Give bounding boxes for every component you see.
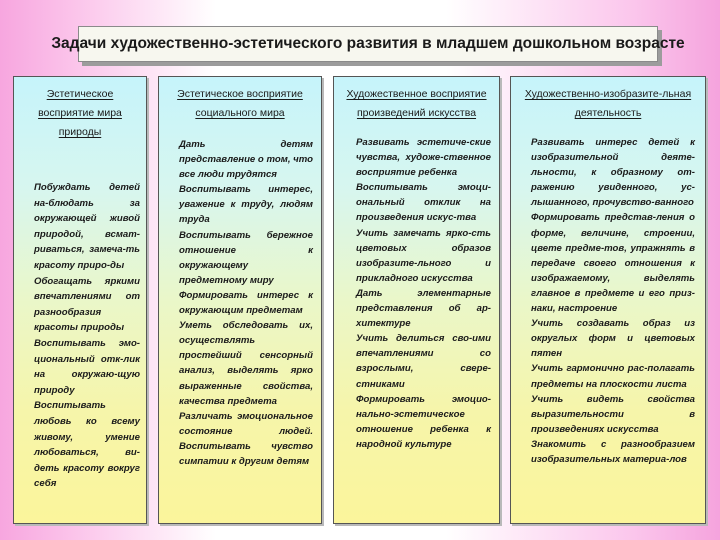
task-item: Учить видеть свойства выразительности в произведениях искусства	[531, 393, 695, 435]
task-item: Различать эмоциональное состояние людей. Воспитывать чувство симпатии к другим детям	[179, 410, 313, 467]
column-heading: Художественно-изобразите-льная деятельность	[524, 88, 692, 119]
page-title: Задачи художественно-эстетического развития в младшем дошкольном возрасте	[51, 35, 685, 52]
task-item: Формировать представ-ления о форме, величине, строении, цвете предме-тов, упражнять в передаче своего отношения к изображаемому, выделять главное в предмете и его приз-наки, настроение	[531, 212, 695, 315]
task-item: Воспитывать любовь ко всему живому, умение любоваться, ви-деть красоту вокруг себя	[34, 400, 140, 490]
task-item: Воспитывать эмо-циональный отк-лик на окружаю-щую природу	[34, 337, 140, 396]
task-item: Учить гармонично рас-полагать предметы на плоскости листа	[531, 363, 695, 390]
column-nature-perception	[13, 76, 147, 524]
task-item: Развивать эстетиче-ские чувства, художе-ственное восприятие ребенка	[356, 137, 491, 179]
task-item: Уметь обследовать их, осуществлять простейший сенсорный анализ, выделять ярко выраженные свойства, качества предмета	[179, 320, 313, 407]
task-item: Воспитывать эмоци-ональный отклик на произведения искус-тва	[356, 182, 491, 224]
task-item: Воспитывать интерес, уважение к труду, людям труда	[179, 184, 313, 226]
column-body	[159, 137, 321, 469]
task-item: Учить замечать ярко-сть цветовых образов изобразите-льного и прикладного искусства	[356, 227, 491, 284]
column-body	[14, 180, 146, 492]
task-item: Развивать интерес детей к изобразительной деяте-льности, к образному от-ражению увиденного, ус-лышанного, прочувство-ванного	[531, 137, 695, 209]
task-item: Знакомить с разнообразием изобразительных материа-лов	[531, 438, 695, 465]
column-social-perception	[158, 76, 322, 524]
task-item: Формировать интерес к окружающим предметам	[179, 289, 313, 317]
column-art-perception	[333, 76, 500, 524]
task-item: Учить создавать образ из округлых форм и цветовых пятен	[531, 318, 695, 360]
task-item: Воспитывать бережное отношение к окружающему предметному миру	[179, 229, 313, 286]
column-visual-activity	[510, 76, 706, 524]
column-heading: Художественное восприятие произведений искусства	[346, 88, 487, 119]
task-item: Учить делиться сво-ими впечатлениями со взрослыми, свере-стниками	[356, 333, 491, 390]
title-box	[51, 26, 685, 62]
task-item: Дать детям представление о том, что все люди трудятся	[179, 139, 314, 181]
task-item: Формировать эмоцио-нально-эстетическое отношение ребенка к народной культуре	[356, 393, 491, 450]
column-heading: Эстетическое восприятие социального мира	[177, 88, 303, 119]
task-item: Обогащать яркими впечатлениями от разнообразия красоты природы	[34, 275, 140, 334]
task-item: Дать элементарные представления об ар-хитектуре	[356, 287, 491, 330]
task-item: Побуждать детей на-блюдать за окружающей живой природой, всмат-риваться, замеча-ть красоту приро-ды	[34, 182, 140, 271]
column-heading: Эстетическое восприятие мира природы	[38, 88, 122, 138]
column-body	[511, 135, 705, 467]
column-body	[334, 135, 499, 452]
